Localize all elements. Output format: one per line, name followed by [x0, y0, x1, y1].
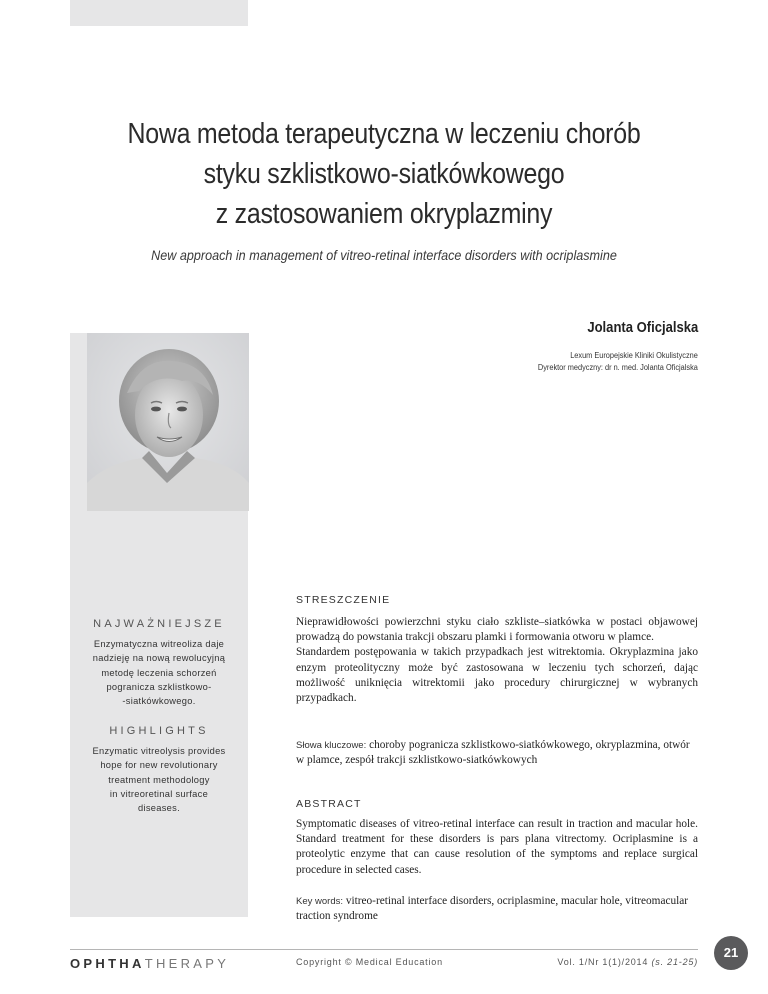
- sidebar-line: treatment methodology: [108, 774, 210, 785]
- keywords-text: vitreo-retinal interface disorders, ocriplasmine, macular hole, vitreomacular traction syndrome: [296, 895, 689, 923]
- keywords-label: Key words:: [296, 896, 343, 907]
- keywords-text: choroby pogranicza szklistkowo-siatkówkowego, okryplazmina, otwór w plamce, zespół trakcji szklistkowo-siatkówkowych: [296, 739, 690, 767]
- sidebar-line: hope for new revolutionary: [100, 760, 218, 771]
- abstract-keywords: [296, 894, 698, 924]
- author-name: Jolanta Oficjalska: [587, 320, 698, 336]
- sidebar-heading-en: HIGHLIGHTS: [109, 725, 209, 737]
- keywords-label: Słowa kluczowe:: [296, 740, 367, 751]
- abstract-heading: ABSTRACT: [296, 798, 362, 810]
- sidebar-text-pl: [82, 637, 236, 708]
- article-subtitle: New approach in management of vitreo-retinal interface disorders with ocriplasmine: [151, 247, 617, 263]
- title-line: Nowa metoda terapeutyczna w leczeniu chorób: [127, 118, 641, 150]
- sidebar-line: metodę leczenia schorzeń: [101, 667, 217, 678]
- abstract-paragraph: Symptomatic diseases of vitreo-retinal interface can result in traction and macular hole. Standard treatment for these disorders is pars plana vitrectomy. Ocriplasmine is a proteolytic enzyme that can cause resolution of the symptoms and replace surgical procedure in selected cases.: [296, 818, 698, 876]
- page-range: (s. 21-25): [651, 957, 698, 967]
- logo-part-a: OPHTHA: [70, 956, 145, 971]
- footer-volume: [557, 957, 698, 967]
- sidebar-line: -siatkówkowego.: [122, 696, 196, 707]
- streszczenie-paragraph: Standardem postępowania w takich przypadkach jest witrektomia. Okryplazmina jako enzym proteolityczny może być zastosowana w leczeniu tych schorzeń, dając możliwość uniknięcia witrektomii jako procedury chirurgicznej w wybranych przypadkach.: [296, 646, 698, 705]
- streszczenie-heading: STRESZCZENIE: [296, 594, 391, 606]
- sidebar-line: Enzymatyczna witreoliza daje: [93, 639, 225, 649]
- logo-part-b: THERAPY: [144, 956, 230, 971]
- sidebar-line: nadzieję na nową rewolucyjną: [92, 653, 226, 664]
- footer-divider: [70, 949, 698, 950]
- affiliation-line: Dyrektor medyczny: dr n. med. Jolanta Oficjalska: [538, 363, 698, 372]
- sidebar-line: in vitreoretinal surface: [109, 788, 209, 799]
- abstract-body: [296, 817, 698, 878]
- header-grey-block: [70, 0, 248, 26]
- sidebar-line: Enzymatic vitreolysis provides: [92, 746, 226, 756]
- title-line: styku szklistkowo-siatkówkowego: [203, 158, 565, 190]
- sidebar-text-en: [82, 744, 236, 815]
- journal-logo: [70, 956, 229, 971]
- volume-text: Vol. 1/Nr 1(1)/2014: [557, 957, 649, 967]
- author-affiliation: [538, 350, 698, 374]
- footer-copyright: Copyright © Medical Education: [296, 957, 443, 967]
- streszczenie-paragraph: Nieprawidłowości powierzchni styku ciało szkliste–siatkówka w postaci objawowej prowadzą do powstania trakcji obszaru plamki i formowania otworu w plamce.: [296, 616, 698, 644]
- author-photo: [87, 333, 249, 511]
- streszczenie-keywords: [296, 738, 698, 768]
- affiliation-line: Lexum Europejskie Kliniki Okulistyczne: [570, 351, 698, 360]
- title-line: z zastosowaniem okryplazminy: [215, 198, 553, 230]
- sidebar-line: pogranicza szklistkowo-: [106, 681, 212, 692]
- streszczenie-body: [296, 615, 698, 706]
- article-title: [105, 114, 662, 234]
- page-number-badge: 21: [714, 936, 748, 970]
- sidebar-heading-pl: NAJWAŻNIEJSZE: [93, 618, 225, 630]
- sidebar-line: diseases.: [138, 803, 180, 814]
